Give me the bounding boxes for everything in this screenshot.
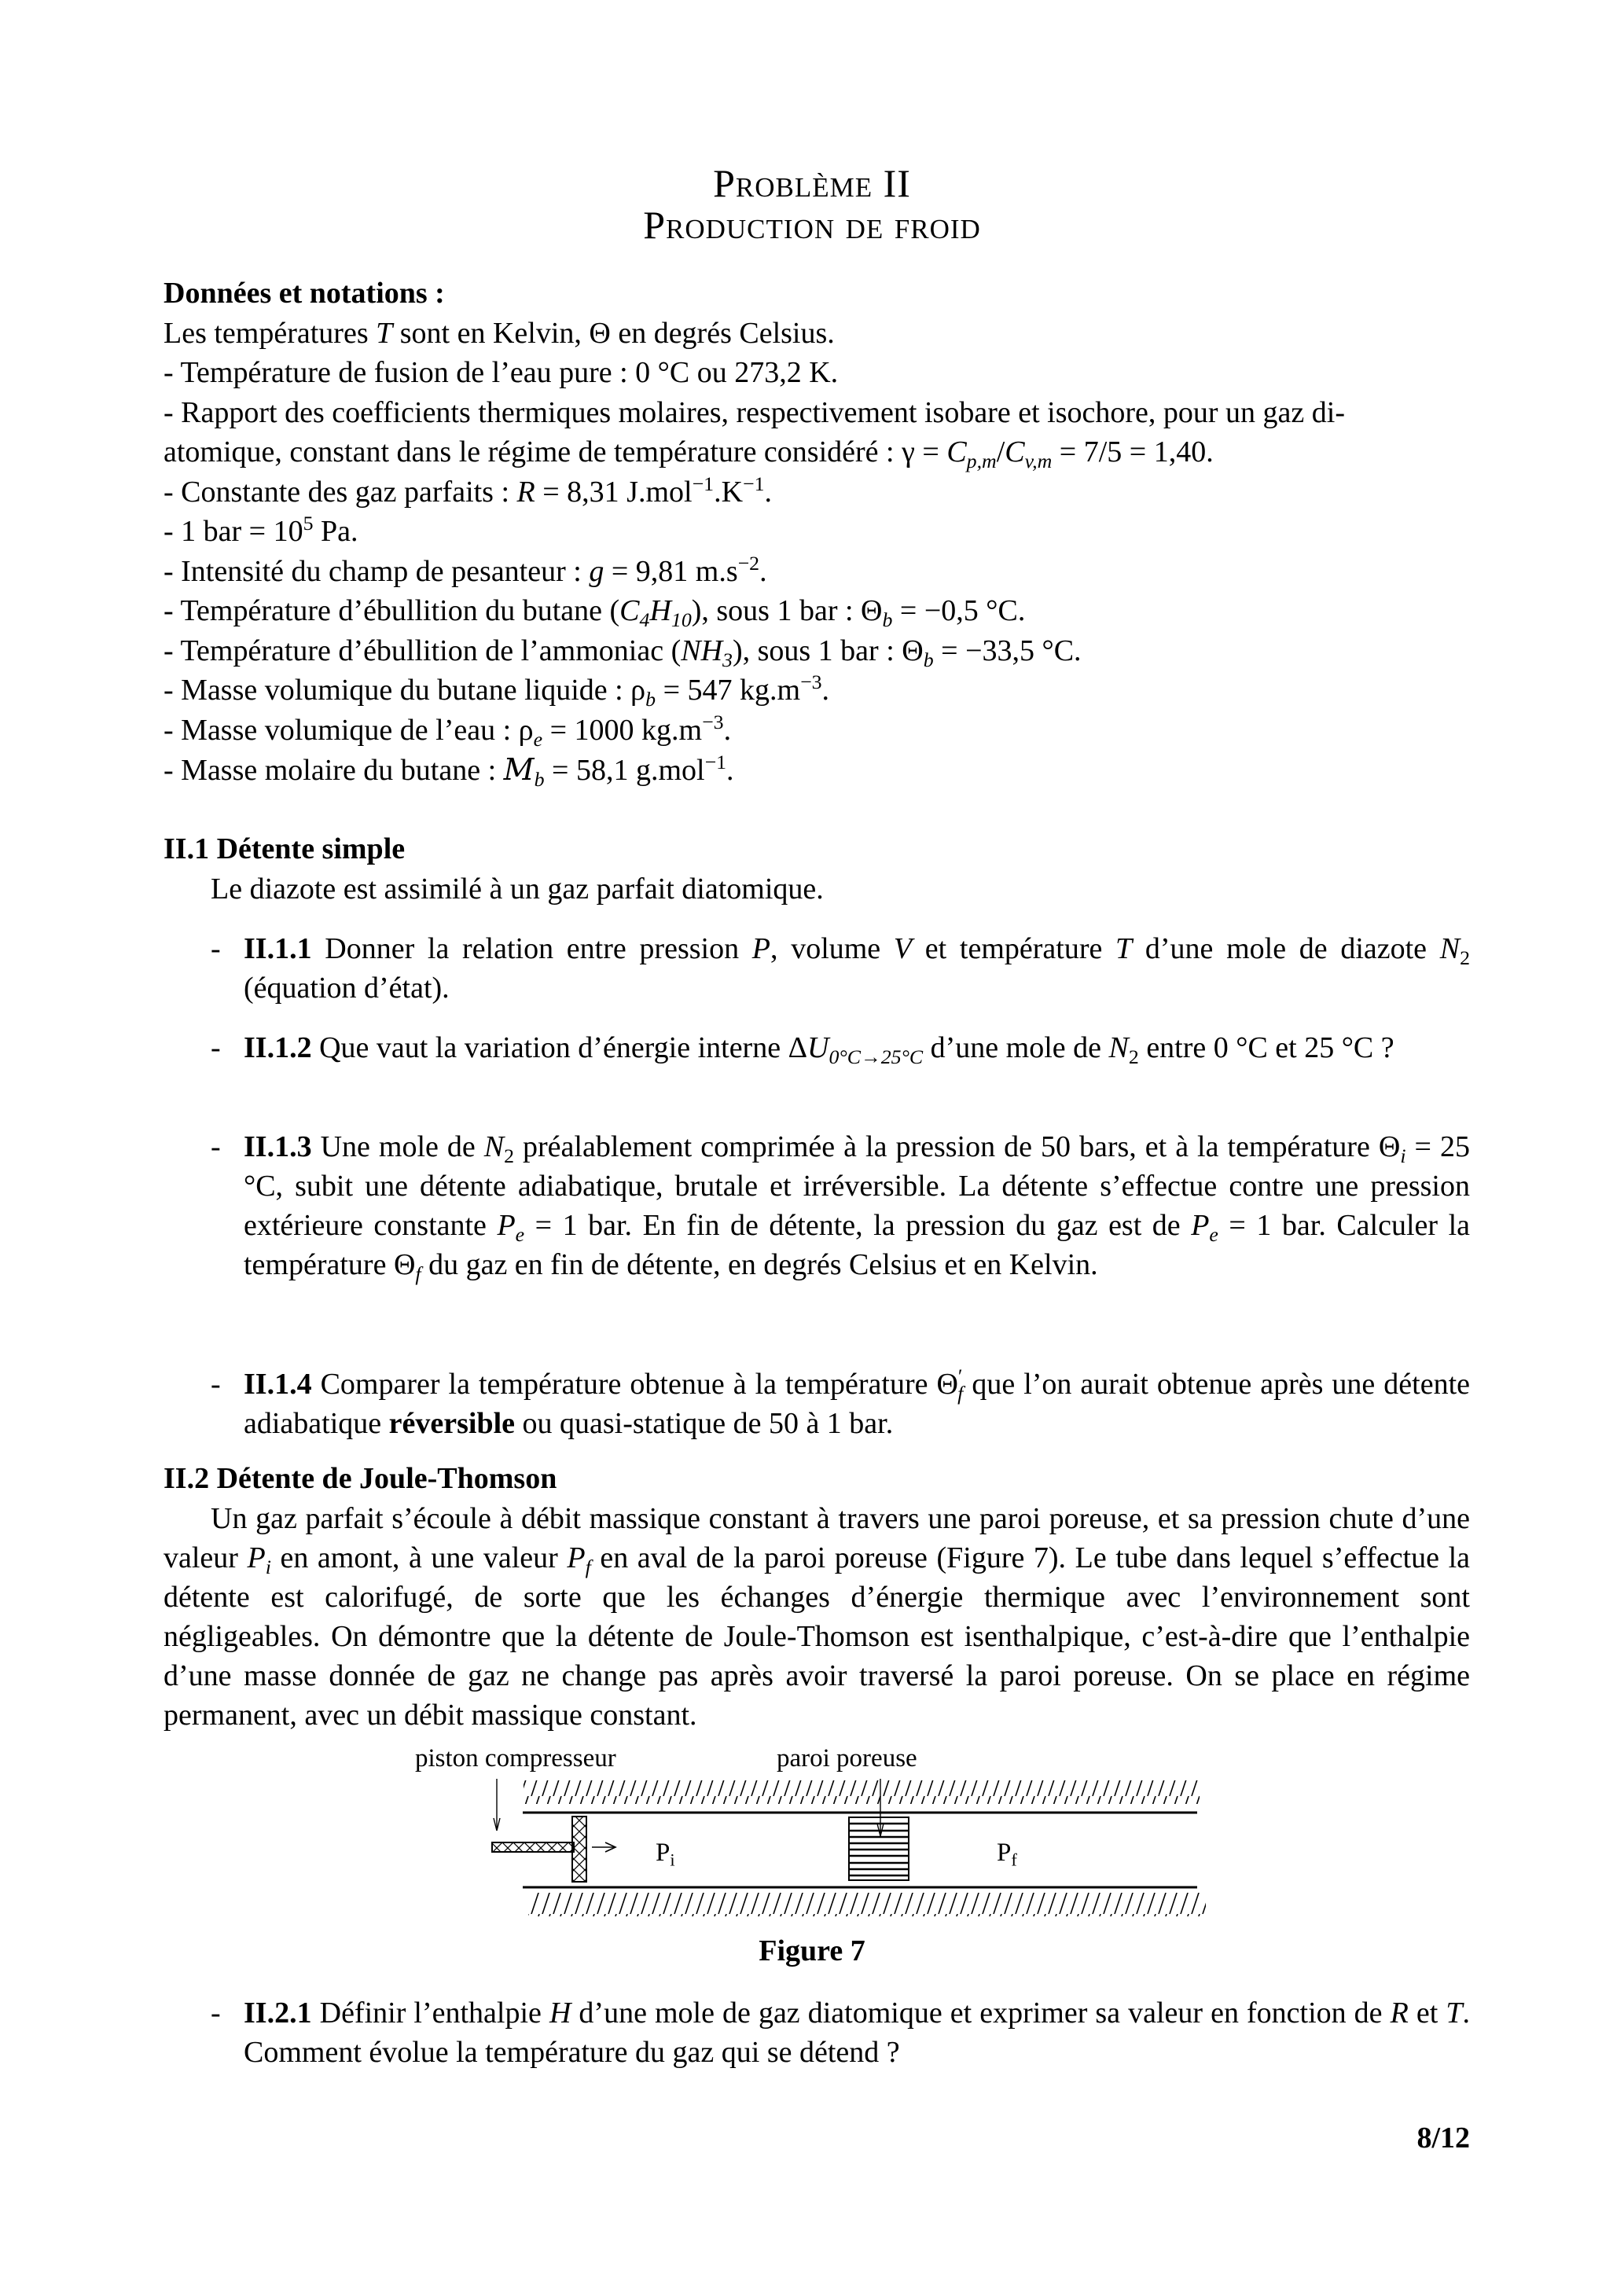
bottom-wall-hatching	[528, 1893, 1206, 1916]
text: /	[996, 435, 1005, 468]
label-piston-compresseur: piston compresseur	[415, 1744, 616, 1773]
text: = 25 °C, subit une détente adiabatique, brutale et irréversible. La détente s’effectue contre une pression extérieure constante	[244, 1130, 1470, 1242]
subscript: e	[533, 727, 543, 751]
text: , volume	[770, 932, 894, 965]
symbol-cv: C	[1005, 435, 1025, 468]
list-dash: -	[211, 1368, 221, 1401]
text: d’une mole de	[923, 1031, 1109, 1064]
symbol-N: N	[1439, 932, 1460, 965]
figure-caption: Figure 7	[759, 1934, 865, 1967]
question-ii-1-4	[211, 1365, 1470, 1443]
exponent: −3	[800, 670, 822, 693]
subscript: b	[645, 687, 656, 711]
question-number: II.1.1	[244, 932, 312, 965]
text: Une mole de	[311, 1130, 484, 1163]
text: .	[759, 555, 767, 588]
text: ), sous 1 bar : Θ	[691, 594, 883, 627]
section-heading-ii2: II.2 Détente de Joule-Thomson	[164, 1462, 557, 1495]
question-ii-1-1	[211, 929, 1470, 1008]
symbol-R: R	[516, 476, 535, 509]
subscript: b	[923, 648, 934, 671]
symbol-P: P	[1191, 1209, 1210, 1242]
list-dash: -	[211, 1130, 221, 1163]
text: et température	[912, 932, 1116, 965]
text: - Constante des gaz parfaits :	[164, 476, 517, 509]
question-number: II.1.4	[244, 1368, 312, 1401]
subscript: i	[670, 1850, 675, 1870]
text: en aval de la paroi poreuse (Figure 7). Le tube dans lequel s’effectue la détente est calorifugé, de sorte que les échanges d’énergie thermique avec l’environnement sont négligeables. On démontre que la détente de Joule-Thomson est isenthalpique, c’est-à-dire que l’enthalpie d’une masse donnée de gaz ne change pas après avoir traversé la paroi poreuse. On se place en régime permanent, avec un débit massique constant.	[164, 1541, 1470, 1732]
subscript: 0°C→25°C	[829, 1045, 924, 1068]
figure-diagram	[409, 1749, 1226, 1930]
problem-subtitle: Production de froid	[643, 203, 981, 247]
text: Donner la relation entre pression	[311, 932, 752, 965]
symbol-P: P	[751, 932, 770, 965]
data-line-butane-molar-mass	[164, 750, 734, 790]
subscript: f	[585, 1555, 591, 1578]
text: - Intensité du champ de pesanteur :	[164, 555, 590, 588]
text: - Masse molaire du butane :	[164, 754, 504, 787]
subscript: f	[415, 1262, 421, 1285]
page-number: 8/12	[1416, 2122, 1470, 2155]
symbol-H: H	[549, 1997, 571, 2030]
text: en amont, à une valeur	[270, 1541, 568, 1574]
section-heading-ii1: II.1 Détente simple	[164, 832, 406, 865]
text: Un gaz parfait s’écoule à débit massique constant à travers une paroi poreuse, et sa pression chute d’une valeur	[164, 1502, 1470, 1574]
question-ii-2-1	[211, 1993, 1470, 2072]
question-number: II.1.3	[244, 1130, 312, 1163]
exponent: −3	[702, 710, 724, 733]
exponent: −1	[704, 750, 727, 773]
question-number: II.1.2	[244, 1031, 312, 1064]
text: P	[656, 1839, 671, 1867]
data-line-units	[164, 314, 835, 353]
figure-joule-thomson	[409, 1744, 1226, 1930]
prime: ′	[957, 1364, 963, 1387]
exponent: 5	[303, 511, 314, 535]
text: = −0,5 °C.	[892, 594, 1026, 627]
subscript: 2	[504, 1144, 515, 1167]
subscript: b	[882, 608, 893, 631]
exponent: −1	[743, 472, 765, 495]
text: entre 0 °C et 25 °C ?	[1138, 1031, 1394, 1064]
list-dash: -	[211, 1997, 221, 2030]
subscript: 10	[671, 608, 692, 631]
data-heading: Données et notations :	[164, 277, 445, 310]
text: du gaz en fin de détente, en degrés Celsius et en Kelvin.	[421, 1248, 1098, 1281]
text: (équation d’état).	[244, 972, 450, 1005]
data-line-rapport-1: - Rapport des coefficients thermiques molaires, respectivement isobare et isochore, pour un gaz di-	[164, 396, 1345, 429]
question-number: II.2.1	[244, 1997, 312, 2030]
text: . Comment évolue la température du gaz qui se détend ?	[244, 1997, 1470, 2069]
symbol-T: T	[1446, 1997, 1463, 2030]
text: - Masse volumique du butane liquide : ρ	[164, 674, 646, 707]
text: - 1 bar = 10	[164, 515, 303, 548]
symbol-P: P	[497, 1209, 516, 1242]
symbol-V: V	[893, 932, 913, 965]
text: = 58,1 g.mol	[544, 754, 705, 787]
data-line-butane-boiling	[164, 591, 1025, 630]
text: .	[726, 754, 734, 787]
subscript: i	[265, 1555, 271, 1578]
subscript: 3	[722, 648, 733, 671]
symbol-T: T	[376, 317, 393, 350]
piston-head	[572, 1817, 586, 1882]
text: .K	[714, 476, 744, 509]
data-line-butane-density	[164, 670, 829, 710]
subscript: 4	[639, 608, 650, 631]
symbol-M: M	[503, 752, 535, 787]
list-dash: -	[211, 1031, 221, 1064]
label-pf	[997, 1839, 1017, 1870]
subscript: i	[1400, 1144, 1406, 1167]
symbol-H: H	[649, 594, 671, 627]
symbol-C: C	[619, 594, 640, 627]
data-line-fusion: - Température de fusion de l’eau pure : 0 °C ou 273,2 K.	[164, 356, 839, 389]
subscript: 2	[1128, 1045, 1139, 1068]
text: ou quasi-statique de 50 à 1 bar.	[515, 1407, 894, 1440]
subscript: b	[534, 767, 545, 791]
text: préalablement comprimée à la pression de 50 bars, et à la température Θ	[514, 1130, 1401, 1163]
text: Pa.	[313, 515, 358, 548]
symbol-U: U	[807, 1031, 829, 1064]
text: = 9,81 m.s	[604, 555, 738, 588]
label-pi	[656, 1839, 675, 1870]
symbol-g: g	[589, 555, 604, 588]
symbol-NH: NH	[681, 634, 723, 667]
text: - Température d’ébullition du butane (	[164, 594, 620, 627]
data-line-rapport-2	[164, 432, 1214, 472]
text: Définir l’enthalpie	[311, 1997, 549, 2030]
text: d’une mole de gaz diatomique et exprimer sa valeur en fonction de	[571, 1997, 1391, 2030]
section-paragraph-ii2	[164, 1499, 1470, 1735]
symbol-P: P	[567, 1541, 586, 1574]
text: = 7/5 = 1,40.	[1052, 435, 1214, 468]
subscript: f	[957, 1381, 964, 1405]
text: Que vaut la variation d’énergie interne Δ	[311, 1031, 808, 1064]
text: .	[821, 674, 830, 707]
text: = −33,5 °C.	[933, 634, 1082, 667]
data-line-gravity	[164, 552, 767, 591]
text: = 547 kg.m	[656, 674, 801, 707]
data-line-gas-constant	[164, 472, 772, 512]
subscript: f	[1011, 1850, 1017, 1870]
text: - Température d’ébullition de l’ammoniac (	[164, 634, 682, 667]
symbol-N: N	[1108, 1031, 1129, 1064]
text: P	[997, 1839, 1012, 1867]
text: = 8,31 J.mol	[535, 476, 693, 509]
text: et	[1408, 1997, 1446, 2030]
piston-motion-arrow-icon	[592, 1842, 615, 1852]
subscript: p,m	[966, 449, 997, 472]
symbol-P: P	[247, 1541, 266, 1574]
porous-wall	[849, 1817, 909, 1880]
text: ), sous 1 bar : Θ	[732, 634, 924, 667]
text: Comparer la température obtenue à la température Θ	[311, 1368, 958, 1401]
text: = 1 bar. Calculer la température Θ	[244, 1209, 1470, 1281]
symbol-cp: C	[946, 435, 967, 468]
text: = 1000 kg.m	[542, 714, 703, 747]
text: - Masse volumique de l’eau : ρ	[164, 714, 534, 747]
bold-term: réversible	[388, 1407, 516, 1440]
text: d’une mole de diazote	[1132, 932, 1440, 965]
exponent: −2	[737, 551, 760, 575]
exponent: −1	[692, 472, 715, 495]
symbol-R: R	[1390, 1997, 1409, 2030]
data-line-water-density	[164, 711, 731, 750]
data-line-ammonia-boiling	[164, 631, 1082, 670]
list-dash: -	[211, 932, 221, 965]
text: que l’on aurait obtenue après une détente adiabatique	[244, 1368, 1470, 1440]
text: = 1 bar. En fin de détente, la pression du gaz est de	[524, 1209, 1192, 1242]
question-ii-1-3	[211, 1127, 1470, 1284]
text: Les températures	[164, 317, 377, 350]
text: sont en Kelvin, Θ en degrés Celsius.	[392, 317, 835, 350]
text: .	[723, 714, 732, 747]
piston-pointer-arrow-icon	[494, 1779, 500, 1831]
section-intro-ii1: Le diazote est assimilé à un gaz parfait diatomique.	[211, 872, 824, 906]
question-ii-1-2	[211, 1028, 1470, 1067]
symbol-T: T	[1115, 932, 1133, 965]
text: .	[764, 476, 773, 509]
piston-rod	[492, 1842, 574, 1852]
subscript: v,m	[1024, 449, 1053, 472]
problem-title: Problème II	[713, 161, 911, 205]
data-line-bar	[164, 512, 358, 551]
label-paroi-poreuse: paroi poreuse	[777, 1744, 917, 1773]
top-wall-hatching	[524, 1780, 1200, 1804]
text: atomique, constant dans le régime de température considéré : γ =	[164, 435, 947, 468]
subscript: 2	[1460, 946, 1471, 969]
subscript: e	[1209, 1222, 1218, 1246]
subscript: e	[515, 1222, 525, 1246]
symbol-N: N	[483, 1130, 505, 1163]
